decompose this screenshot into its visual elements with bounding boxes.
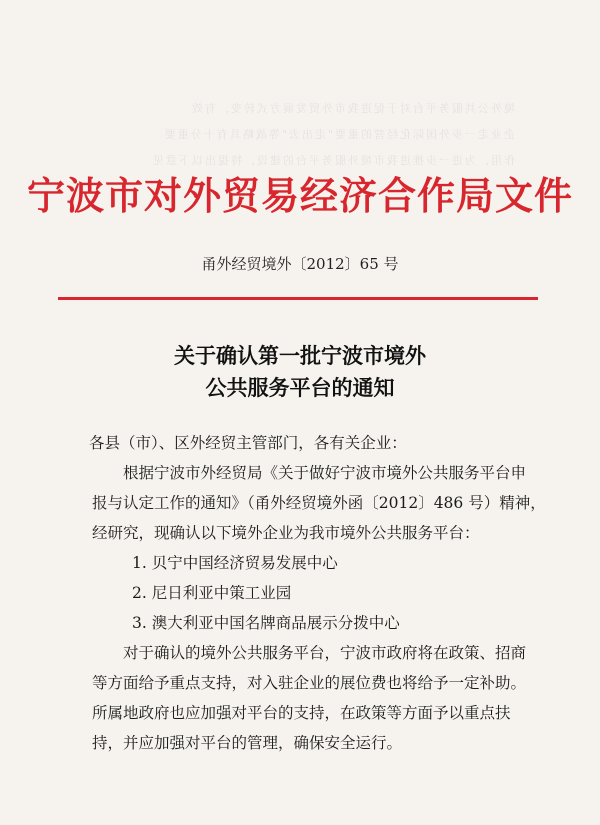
list-item: 3. 澳大利亚中国名牌商品展示分拨中心	[132, 614, 400, 632]
list-item: 1. 贝宁中国经济贸易发展中心	[132, 554, 338, 572]
bleed-line: 境外公共服务平台对于促进我市外贸发展方式转变，有效	[190, 102, 515, 115]
paragraph-line: 持，并应加强对平台的管理，确保安全运行。	[92, 734, 403, 752]
salutation: 各县（市）、区外经贸主管部门，各有关企业：	[89, 434, 407, 452]
paragraph-line: 对于确认的境外公共服务平台，宁波市政府将在政策、招商	[123, 644, 527, 662]
paragraph-line: 报与认定工作的通知》（甬外经贸境外函〔2012〕486 号）精神，	[92, 494, 546, 512]
paragraph-line: 等方面给予重点支持，对入驻企业的展位费也将给予一定补助。	[92, 674, 527, 692]
issuer-title: 宁波市对外贸易经济合作局文件	[26, 173, 573, 218]
bleed-line: 企业走一步外国际化经营的重要"走出去"等战略具有十分重要	[162, 128, 515, 141]
reverse-side-bleed-through	[95, 96, 515, 176]
notice-title	[0, 340, 600, 404]
notice-title-line: 关于确认第一批宁波市境外	[174, 343, 426, 368]
bleed-line: 作用，为进一步推进我市境外服务平台的建设，特提出以下意见	[151, 154, 515, 167]
red-divider-line	[58, 297, 538, 300]
paragraph-line: 所属地政府也应加强对平台的支持，在政策等方面予以重点扶	[92, 704, 511, 722]
paragraph-line: 根据宁波市外经贸局《关于做好宁波市境外公共服务平台申	[123, 464, 527, 482]
notice-title-line: 公共服务平台的通知	[205, 375, 395, 400]
notice-body	[89, 428, 572, 758]
paragraph-line: 经研究，现确认以下境外企业为我市境外公共服务平台：	[92, 524, 480, 542]
document-number: 甬外经贸境外〔2012〕65 号	[201, 255, 399, 273]
list-item: 2. 尼日利亚中策工业园	[132, 584, 292, 602]
